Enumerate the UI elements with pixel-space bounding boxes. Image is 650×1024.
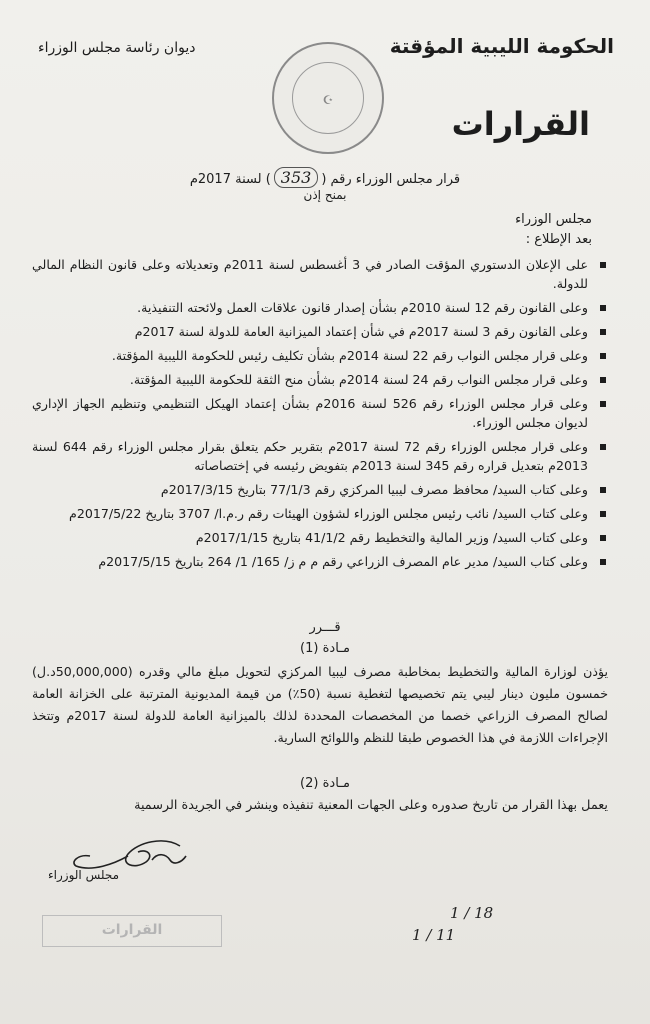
bullet-icon — [600, 305, 606, 311]
article-1-heading: مـادة (1) — [300, 641, 350, 656]
recital-item: وعلى القانون رقم 3 لسنة 2017م في شأن إعتماد الميزانية العامة للدولة لسنة 2017م — [32, 322, 608, 341]
bullet-icon — [600, 559, 606, 565]
recital-item: وعلى قرار مجلس الوزراء رقم 72 لسنة 2017م بتقرير حكم يتعلق بقرار مجلس الوزراء رقم 644 لسنة 2013م بتعديل قراره رقم 345 لسنة 2013م بتفويض رئيسه في إختصاصاته — [32, 437, 608, 475]
article-2-text: يعمل بهذا القرار من تاريخ صدوره وعلى الجهات المعنية تنفيذه وينشر في الجريدة الرسمية — [134, 798, 608, 813]
decision-title-prefix: قرار مجلس الوزراء رقم ( — [321, 172, 461, 187]
recitals-list — [32, 255, 608, 576]
section-title: القرارات — [451, 105, 590, 143]
recital-item: وعلى كتاب السيد/ مدير عام المصرف الزراعي رقم م م ز/ 165/ 1/ 264 بتاريخ 2017/5/15م — [32, 552, 608, 571]
recital-item: وعلى قرار مجلس النواب رقم 24 لسنة 2014م بشأن منح الثقة للحكومة الليبية المؤقتة. — [32, 370, 608, 389]
bullet-icon — [600, 329, 606, 335]
handwritten-date — [262, 902, 494, 946]
recital-item: وعلى كتاب السيد/ محافظ مصرف ليبيا المركزي رقم 77/1/3 بتاريخ 2017/3/15م — [32, 480, 608, 499]
recital-item: وعلى كتاب السيد/ نائب رئيس مجلس الوزراء لشؤون الهيئات رقم ر.م.ا/ 3707 بتاريخ 2017/5/22م — [32, 504, 608, 523]
bullet-icon — [600, 535, 606, 541]
decided-heading: قـــرر — [309, 620, 341, 635]
seal-emblem — [292, 62, 364, 134]
decision-title — [0, 168, 650, 187]
bullet-icon — [600, 262, 606, 268]
bullet-icon — [600, 353, 606, 359]
office-name: ديوان رئاسة مجلس الوزراء — [38, 40, 196, 56]
bullet-icon — [600, 444, 606, 450]
article-1-text: يؤذن لوزارة المالية والتخطيط بمخاطبة مصرف ليبيا المركزي لتحويل مبلغ مالي وقدره (50,000,000د.ل) خمسون مليون دينار ليبي يتم تخصيصها لتغطية نسبة (50٪) من قيمة المديونية المترتبة على الخزانة العامة لصالح المصرف الزراعي خصما من المخصصات المحددة لذلك بالميزانية العامة للدولة لسنة 2017م وتتخذ الإجراءات اللازمة في هذا الخصوص طبقا للنظم واللوائح السارية. — [32, 664, 608, 745]
council-heading: مجلس الوزراء — [515, 212, 592, 227]
decision-subject: بمنح إذن — [303, 188, 347, 202]
recital-item: على الإعلان الدستوري المؤقت الصادر في 3 أغسطس لسنة 2011م وتعديلاته وعلى قانون النظام المالي للدولة. — [32, 255, 608, 293]
faded-stamp: القرارات — [42, 915, 222, 947]
government-name: الحكومة الليبية المؤقتة — [389, 34, 614, 58]
article-2-heading: مـادة (2) — [300, 776, 350, 791]
decision-title-suffix: ) لسنة 2017م — [189, 172, 271, 187]
decision-number: 353 — [274, 167, 319, 188]
bullet-icon — [600, 487, 606, 493]
hijri-date: 18 / 1 — [450, 904, 494, 922]
bullet-icon — [600, 401, 606, 407]
crescent-star-icon: ☪ — [322, 93, 334, 107]
signature-label: مجلس الوزراء — [48, 868, 120, 882]
bullet-icon — [600, 377, 606, 383]
recital-item: وعلى قرار مجلس النواب رقم 22 لسنة 2014م بشأن تكليف رئيس للحكومة الليبية المؤقتة. — [32, 346, 608, 365]
recital-item: وعلى كتاب السيد/ وزير المالية والتخطيط رقم 41/1/2 بتاريخ 2017/1/15م — [32, 528, 608, 547]
recital-item: وعلى القانون رقم 12 لسنة 2010م بشأن إصدار قانون علاقات العمل ولائحته التنفيذية. — [32, 298, 608, 317]
gregorian-date: 11 / 1 — [412, 926, 456, 944]
official-seal — [272, 42, 384, 154]
recital-item: وعلى قرار مجلس الوزراء رقم 526 لسنة 2016م بشأن إعتماد الهيكل التنظيمي وتنظيم الجهاز الإداري لديوان مجلس الوزراء. — [32, 394, 608, 432]
after-review: بعد الإطلاع : — [525, 232, 592, 247]
bullet-icon — [600, 511, 606, 517]
